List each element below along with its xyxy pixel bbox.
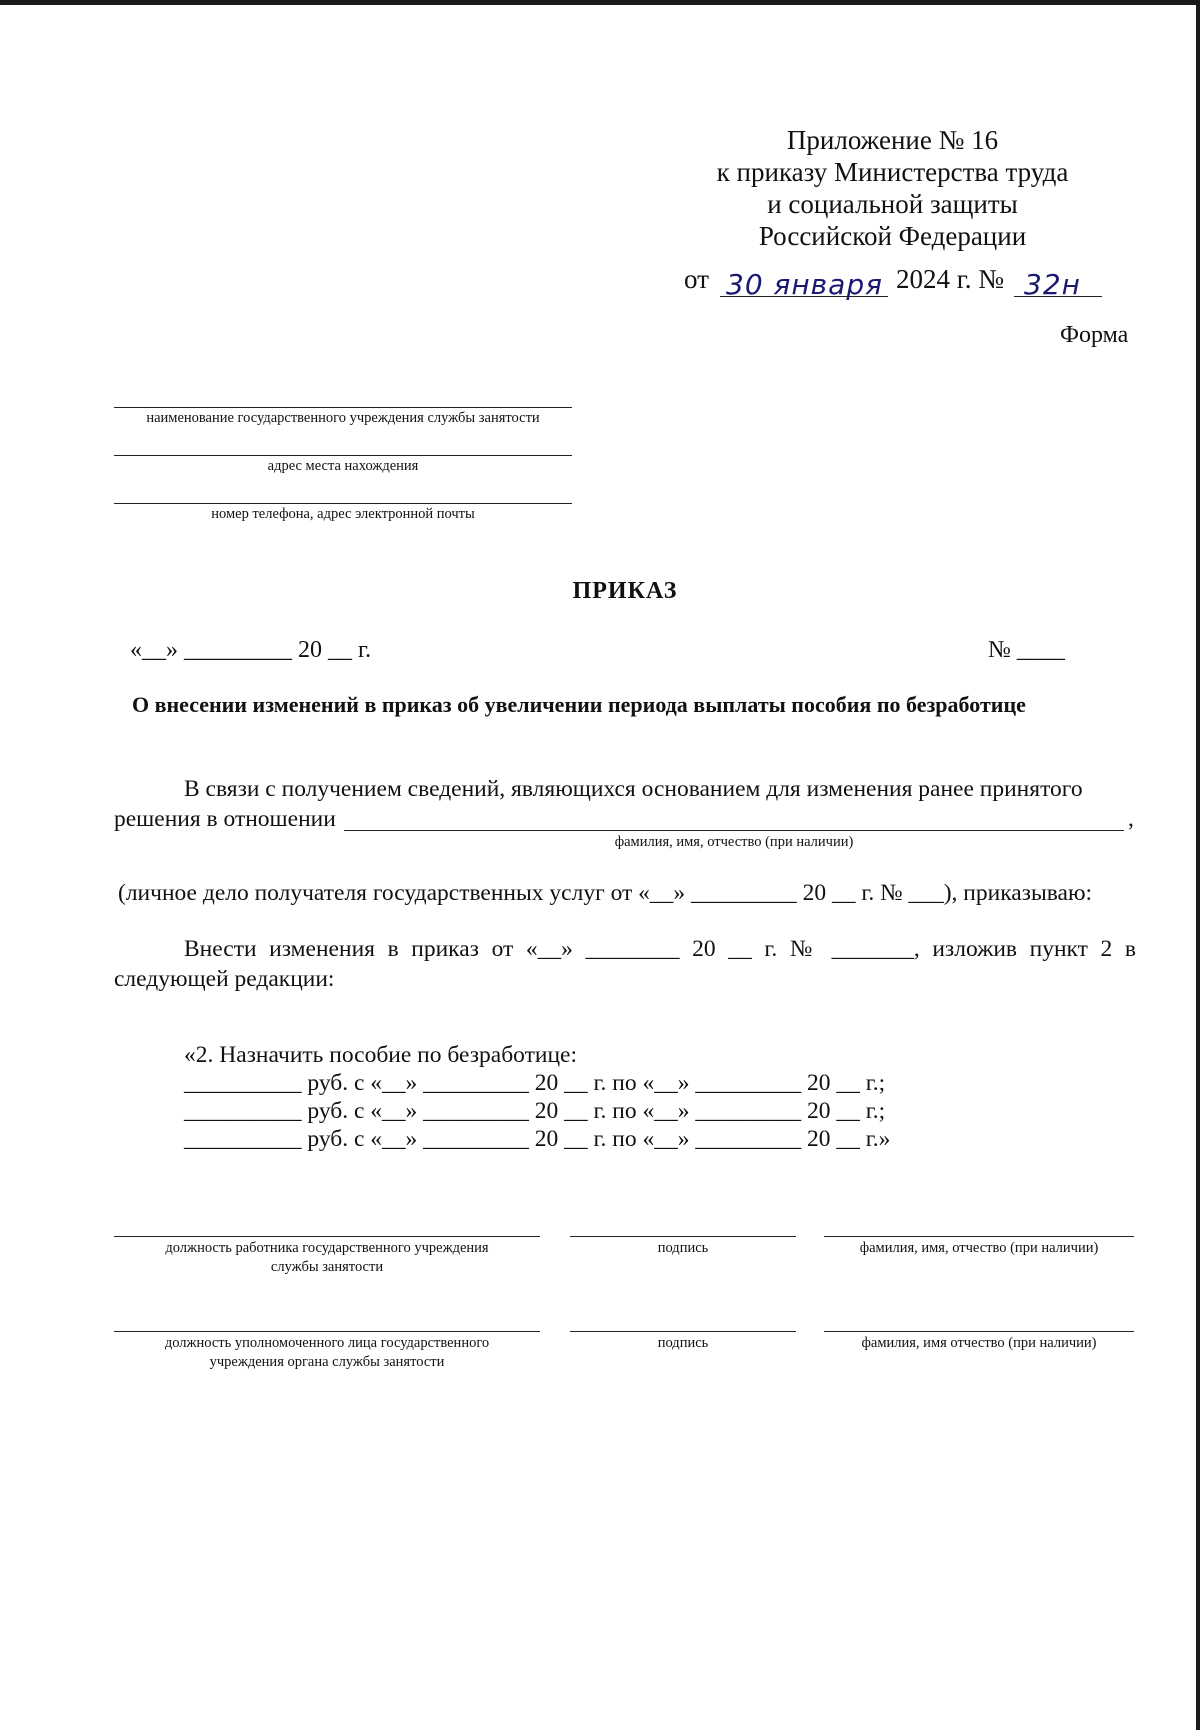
institution-name-caption: наименование государственного учреждения службы занятости [146, 410, 540, 426]
institution-contacts-caption: номер телефона, адрес электронной почты [211, 506, 475, 522]
appendix-line-4: Российской Федерации [758, 221, 1027, 251]
approval-prefix: от [684, 264, 709, 294]
appendix-line-1: Приложение № 16 [786, 125, 999, 155]
item-2-heading: «2. Назначить пособие по безработице: [184, 1042, 577, 1068]
approval-year: 2024 г. № [896, 264, 1005, 294]
signatory-1-name-caption: фамилия, имя, отчество (при наличии) [859, 1240, 1099, 1256]
document-title: ПРИКАЗ [572, 578, 678, 604]
benefit-row: __________ руб. с «__» _________ 20 __ г. по «__» _________ 20 __ г.» [184, 1126, 891, 1152]
paragraph-1-line-1: В связи с получением сведений, являющихся основанием для изменения ранее принятого [184, 776, 1083, 802]
signatory-2-signature-line [570, 1331, 796, 1332]
signatory-1-signature-line [570, 1236, 796, 1237]
approval-date-field [720, 262, 888, 301]
order-number-line: № ____ [988, 637, 1065, 663]
benefit-row: __________ руб. с «__» _________ 20 __ г. по «__» _________ 20 __ г.; [184, 1098, 886, 1124]
approval-number-field [1014, 262, 1102, 301]
signatory-2-position-line [114, 1331, 540, 1332]
institution-address-caption: адрес места нахождения [267, 458, 419, 474]
signatory-1-name-line [824, 1236, 1134, 1237]
institution-address-line [114, 455, 572, 456]
signatory-1-signature-caption: подпись [657, 1240, 709, 1256]
recipient-name-line [344, 810, 1124, 831]
paragraph-1-line-2: решения в отношении [114, 806, 336, 832]
paragraph-2: (личное дело получателя государственных услуг от «__» _________ 20 __ г. № ___), приказываю: [118, 880, 1093, 906]
order-date-line: «__» _________ 20 __ г. [130, 637, 372, 663]
signatory-2-name-caption: фамилия, имя отчество (при наличии) [861, 1335, 1097, 1351]
approval-number-handwritten: 32н [1024, 268, 1081, 301]
paragraph-1-comma: , [1128, 806, 1134, 832]
form-label: Форма [1060, 322, 1129, 348]
approval-line [684, 258, 1104, 301]
approval-date-handwritten: 30 января [726, 268, 883, 301]
signatory-1-position-caption-2: службы занятости [270, 1259, 384, 1275]
order-subject: О внесении изменений в приказ об увеличении периода выплаты пособия по безработице [132, 692, 1026, 717]
benefit-row: __________ руб. с «__» _________ 20 __ г. по «__» _________ 20 __ г.; [184, 1070, 886, 1096]
signatory-1-position-caption: должность работника государственного учреждения [165, 1240, 489, 1256]
signatory-2-name-line [824, 1331, 1134, 1332]
signatory-2-position-caption-2: учреждения органа службы занятости [209, 1354, 445, 1370]
institution-name-line [114, 407, 572, 408]
signatory-1-position-line [114, 1236, 540, 1237]
appendix-header [680, 124, 1105, 252]
appendix-line-2: к приказу Министерства труда [716, 157, 1069, 187]
institution-contacts-line [114, 503, 572, 504]
signatory-2-position-caption: должность уполномоченного лица государственного [164, 1335, 490, 1351]
signatory-2-signature-caption: подпись [657, 1335, 709, 1351]
scan-edge-top [0, 0, 1200, 5]
paragraph-3-line-2: следующей редакции: [114, 966, 335, 992]
paragraph-3-line-1: Внести изменения в приказ от «__» ________ 20 __ г. № _______, изложив пункт 2 в [184, 936, 1136, 962]
scan-edge-right [1196, 0, 1200, 1730]
recipient-name-caption: фамилия, имя, отчество (при наличии) [614, 834, 854, 850]
appendix-line-3: и социальной защиты [767, 189, 1018, 219]
